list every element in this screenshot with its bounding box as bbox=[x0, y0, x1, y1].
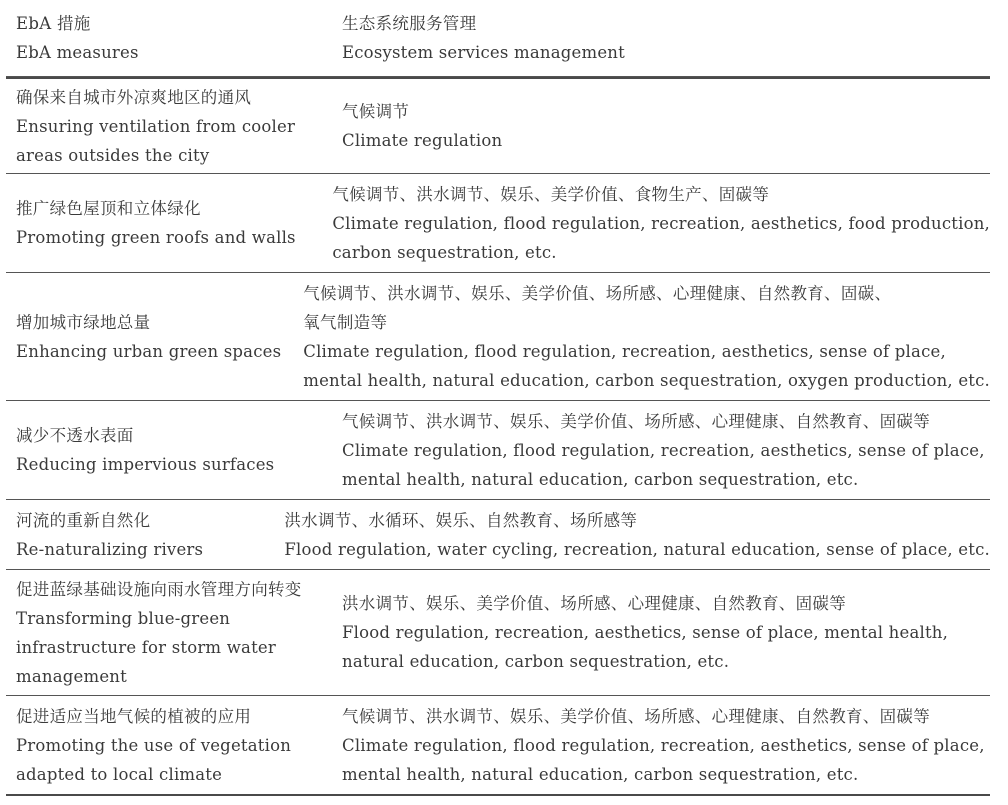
table-row bbox=[6, 174, 990, 273]
measure-en: Promoting the use of vegetation bbox=[16, 735, 292, 755]
services-cell bbox=[333, 702, 990, 789]
measure-cell bbox=[6, 506, 275, 564]
measure-zh: 促进蓝绿基础设施向雨水管理方向转变 bbox=[16, 579, 302, 599]
header-services-en: Ecosystem services management bbox=[342, 43, 625, 62]
table-row bbox=[6, 696, 990, 796]
services-cell bbox=[333, 589, 990, 676]
services-en: Climate regulation, flood regulation, recreation, aesthetics, sense of place, bbox=[342, 440, 985, 460]
measure-en: Re-naturalizing rivers bbox=[16, 539, 204, 559]
services-en: Flood regulation, water cycling, recreation, natural education, sense of place, etc. bbox=[284, 539, 990, 559]
eba-table bbox=[6, 0, 990, 796]
table-row bbox=[6, 500, 990, 570]
measure-en: Transforming blue-green bbox=[16, 608, 231, 628]
measure-en: management bbox=[16, 666, 127, 686]
services-zh: 洪水调节、水循环、娱乐、自然教育、场所感等 bbox=[284, 510, 638, 530]
measure-cell bbox=[6, 83, 333, 170]
services-zh: 气候调节、洪水调节、娱乐、美学价值、食物生产、固碳等 bbox=[332, 184, 770, 204]
measure-cell bbox=[6, 421, 333, 479]
measure-zh: 促进适应当地气候的植被的应用 bbox=[16, 706, 252, 726]
services-en: Climate regulation bbox=[342, 131, 503, 150]
services-en: Climate regulation, flood regulation, recreation, aesthetics, sense of place, bbox=[303, 341, 946, 361]
services-zh: 气候调节、洪水调节、娱乐、美学价值、场所感、心理健康、自然教育、固碳、 bbox=[303, 283, 892, 303]
measure-zh: 减少不透水表面 bbox=[16, 426, 134, 445]
services-cell bbox=[333, 97, 990, 155]
measure-zh: 确保来自城市外凉爽地区的通风 bbox=[16, 87, 252, 107]
measure-en: Promoting green roofs and walls bbox=[16, 228, 296, 247]
measure-en: Reducing impervious surfaces bbox=[16, 455, 275, 474]
measure-en: adapted to local climate bbox=[16, 764, 223, 784]
table-row bbox=[6, 79, 990, 174]
services-cell bbox=[333, 407, 990, 494]
services-cell bbox=[294, 279, 990, 395]
services-en: Climate regulation, flood regulation, recreation, aesthetics, sense of place, bbox=[342, 735, 985, 755]
measure-zh: 推广绿色屋顶和立体绿化 bbox=[16, 199, 201, 218]
table-row bbox=[6, 273, 990, 401]
services-zh: 洪水调节、娱乐、美学价值、场所感、心理健康、自然教育、固碳等 bbox=[342, 594, 846, 613]
measure-cell bbox=[6, 194, 323, 252]
table-row bbox=[6, 401, 990, 500]
header-measures-zh: EbA 措施 bbox=[16, 14, 91, 33]
header-services-zh: 生态系统服务管理 bbox=[342, 14, 477, 33]
table-row bbox=[6, 570, 990, 696]
measure-en: infrastructure for storm water bbox=[16, 637, 276, 657]
measure-cell bbox=[6, 308, 294, 366]
measure-cell bbox=[6, 575, 333, 691]
measure-zh: 增加城市绿地总量 bbox=[16, 312, 151, 332]
header-cell-measures bbox=[6, 9, 333, 67]
services-en: Flood regulation, recreation, aesthetics, sense of place, mental health, bbox=[342, 623, 949, 642]
measure-en: Ensuring ventilation from cooler bbox=[16, 116, 296, 136]
header-cell-services bbox=[333, 9, 990, 67]
services-en: carbon sequestration, etc. bbox=[332, 242, 557, 262]
services-zh: 氧气制造等 bbox=[303, 312, 388, 332]
services-zh: 气候调节 bbox=[342, 102, 410, 121]
services-cell bbox=[323, 180, 990, 267]
measure-en: Enhancing urban green spaces bbox=[16, 341, 282, 361]
services-en: natural education, carbon sequestration, etc. bbox=[342, 652, 730, 671]
table-header-row bbox=[6, 0, 990, 77]
services-zh: 气候调节、洪水调节、娱乐、美学价值、场所感、心理健康、自然教育、固碳等 bbox=[342, 411, 930, 431]
measure-cell bbox=[6, 702, 333, 789]
services-en: Climate regulation, flood regulation, recreation, aesthetics, food production, bbox=[332, 213, 990, 233]
header-measures-en: EbA measures bbox=[16, 43, 139, 62]
services-cell bbox=[275, 506, 990, 564]
measure-en: areas outsides the city bbox=[16, 145, 210, 165]
services-en: mental health, natural education, carbon sequestration, oxygen production, etc. bbox=[303, 370, 990, 390]
services-en: mental health, natural education, carbon sequestration, etc. bbox=[342, 764, 859, 784]
services-en: mental health, natural education, carbon sequestration, etc. bbox=[342, 469, 859, 489]
table-body bbox=[6, 79, 990, 796]
measure-zh: 河流的重新自然化 bbox=[16, 510, 151, 530]
services-zh: 气候调节、洪水调节、娱乐、美学价值、场所感、心理健康、自然教育、固碳等 bbox=[342, 706, 930, 726]
